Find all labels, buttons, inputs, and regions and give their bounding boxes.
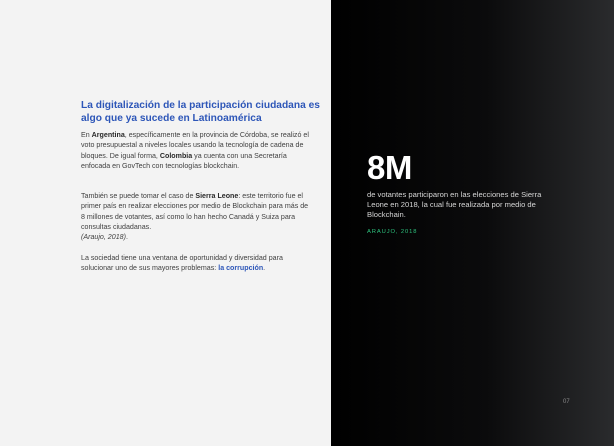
paragraph-corruption xyxy=(81,253,313,274)
big-stat-number: 8M xyxy=(367,149,412,186)
paragraph-sierra-leone xyxy=(81,191,313,242)
right-page xyxy=(331,0,614,446)
citation: (Araujo, 2018) xyxy=(81,233,126,242)
stat-source: ARAUJO, 2018 xyxy=(367,229,418,235)
page-number: 07 xyxy=(563,399,570,405)
section-heading: La digitalización de la participación ciudadana es algo que ya sucede en Latinoamérica xyxy=(81,100,320,124)
text-span: , específicamente en la provincia de Córdoba, se realizó el voto presupuestal a niveles locales usando la tecnología de cadena de bloques. De igual forma, xyxy=(81,131,309,160)
text-span: ya cuenta con una Secretaría enfocada en GovTech con tecnologías blockchain. xyxy=(81,151,287,170)
bold-argentina: Argentina xyxy=(91,131,125,139)
corruption-link[interactable]: la corrupción xyxy=(218,264,264,273)
stat-description: de votantes participaron en las elecciones de Sierra Leone en 2018, la cual fue realizada por medio de Blockchain. xyxy=(367,190,542,220)
citation-end: . xyxy=(125,233,128,242)
text-span: También se puede tomar el caso de xyxy=(81,192,196,200)
bold-colombia: Colombia xyxy=(159,151,193,160)
text-span: La sociedad tiene una ventana de oportunidad y diversidad para solucionar uno de sus mayores problemas: xyxy=(81,254,283,273)
bold-sierra-leone: Sierra Leone xyxy=(195,192,239,200)
text-span: En xyxy=(81,131,92,139)
text-span: . xyxy=(263,264,266,273)
paragraph-argentina-colombia xyxy=(81,130,313,171)
text-span: : este territorio fue el primer país en realizar elecciones por medio de Blockchain para más de 8 millones de votantes, así como lo han hecho Canadá y Suiza para consultas ciudadanas. xyxy=(81,192,309,231)
